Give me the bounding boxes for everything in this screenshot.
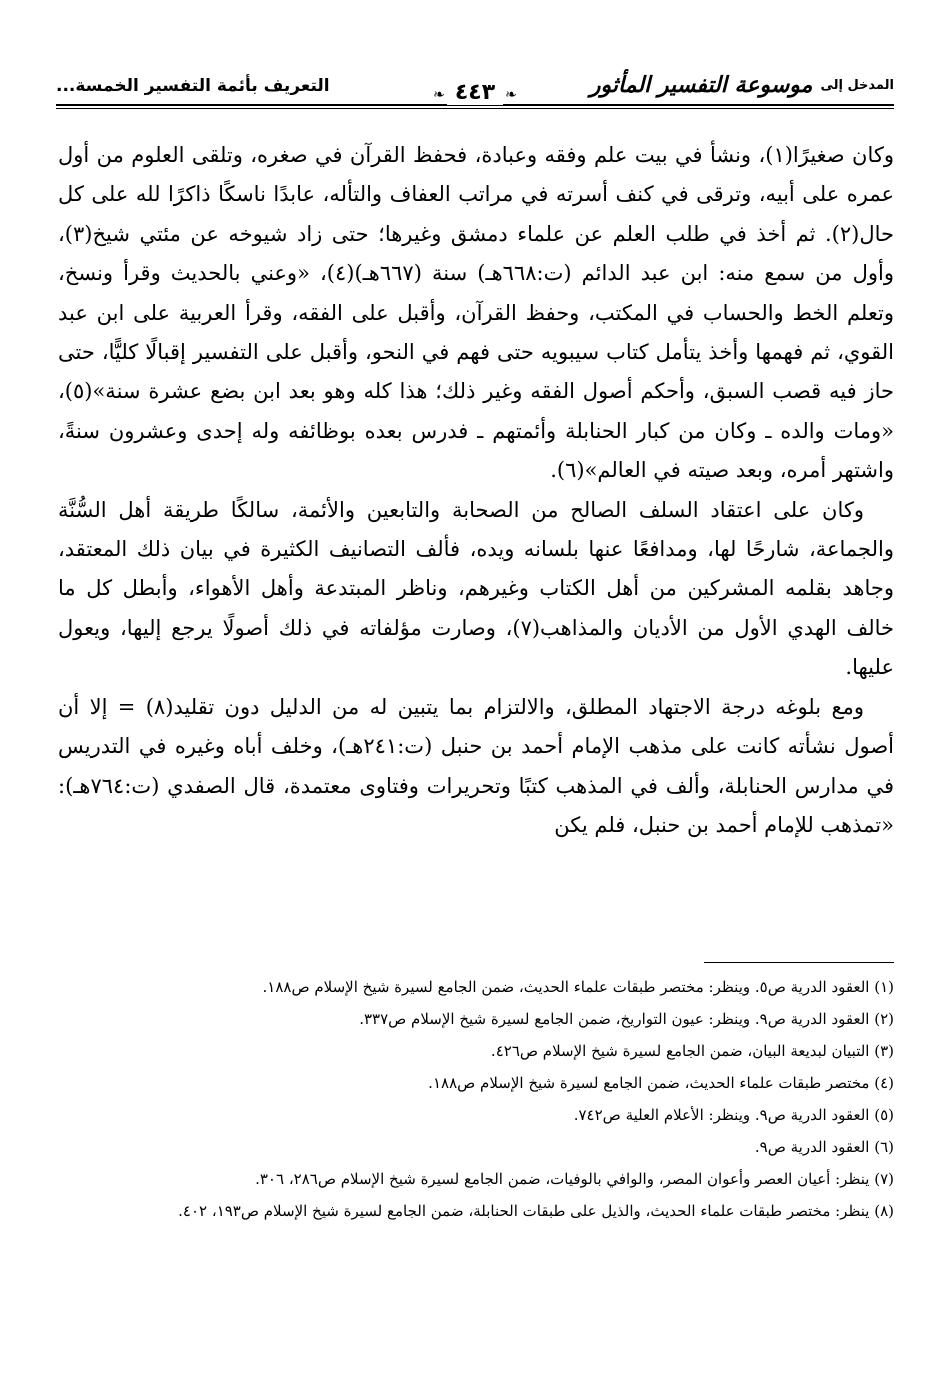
footnotes [58, 972, 894, 1228]
header-rule-thin [56, 108, 894, 109]
paragraph: ومع بلوغه درجة الاجتهاد المطلق، والالتزام بما يتبين له من الدليل دون تقليد(٨) = إلا أن أصول نشأته كانت على مذهب الإمام أحمد بن حنبل (ت:٢٤١هـ)، وخلف أباه وغيره في التدريس في مدارس الحنابلة، وألف في المذهب كتبًا وتحريرات وفتاوى معتمدة، قال الصفدي (ت:٧٦٤هـ): «تمذهب للإمام أحمد بن حنبل، فلم يكن [58, 694, 894, 837]
footnote: (٢) العقود الدرية ص٩. وينظر: عيون التواريخ، ضمن الجامع لسيرة شيخ الإسلام ص٣٣٧. [359, 1010, 894, 1028]
section-title: التعريف بأئمة التفسير الخمسة... [56, 76, 330, 96]
ornament-icon: ❧ [433, 87, 445, 103]
paragraph: وكان على اعتقاد السلف الصالح من الصحابة والتابعين والأئمة، سالكًا طريقة أهل السُّنَّة والجماعة، شارحًا لها، ومدافعًا عنها بلسانه ويده، فألف التصانيف الكثيرة في بيان ذلك المعتقد، وجاهد بقلمه المشركين من أهل الكتاب وغيرهم، وناظر المبتدعة وأهل الأهواء، وأبطل كل ما خالف الهدي الأول من الأديان والمذاهب(٧)، وصارت مؤلفاته في ذلك أصولًا يرجع إليها، ويعول عليها. [58, 497, 894, 680]
footnote: (٤) مختصر طبقات علماء الحديث، ضمن الجامع لسيرة شيخ الإسلام ص١٨٨. [428, 1074, 894, 1092]
series-title: موسوعة التفسير المأثور [589, 72, 813, 98]
footnote: (٨) ينظر: مختصر طبقات علماء الحديث، والذيل على طبقات الحنابلة، ضمن الجامع لسيرة شيخ الإسلام ص١٩٣، ٤٠٢. [178, 1202, 894, 1220]
main-text [58, 136, 894, 845]
ornament-icon: ❧ [505, 87, 517, 103]
running-header [56, 72, 894, 112]
series-title-block [590, 72, 894, 98]
footnote: (٧) ينظر: أعيان العصر وأعوان المصر، والوافي بالوفيات، ضمن الجامع لسيرة شيخ الإسلام ص٢٨٦، ٣٠٦. [255, 1170, 894, 1188]
paragraph: وكان صغيرًا(١)، ونشأ في بيت علم وفقه وعبادة، فحفظ القرآن في صغره، وتلقى العلوم من أول عمره على أبيه، وترقى في كنف أسرته في مراتب العفاف والتأله، عابدًا ناسكًا ذاكرًا لله على كل حال(٢). ثم أخذ في طلب العلم عن علماء دمشق وغيرها؛ حتى زاد شيوخه عن مئتي شيخ(٣)، وأول من سمع منه: ابن عبد الدائم (ت:٦٦٨هـ) سنة (٦٦٧هـ)(٤)، «وعني بالحديث وقرأ ونسخ، وتعلم الخط والحساب في المكتب، وحفظ القرآن، وأقبل على الفقه، وقرأ العربية على ابن عبد القوي، ثم فهمها وأخذ يتأمل كتاب سيبويه حتى فهم في النحو، وأقبل على التفسير إقبالًا كليًّا، حتى حاز فيه قصب السبق، وأحكم أصول الفقه وغير ذلك؛ هذا كله وهو بعد ابن بضع عشرة سنة»(٥)، «ومات والده ـ وكان من كبار الحنابلة وأئمتهم ـ فدرس بعده بوظائفه وله إحدى وعشرون سنةً، واشتهر أمره، وبعد صيته في العالم»(٦). [58, 143, 894, 483]
footnote: (٦) العقود الدرية ص٩. [754, 1138, 894, 1156]
footnote-separator [704, 962, 894, 963]
page-number: ٤٤٣ [447, 80, 503, 105]
footnote: (٣) التبيان لبديعة البيان، ضمن الجامع لسيرة شيخ الإسلام ص٤٢٦. [490, 1042, 894, 1060]
footnote: (٥) العقود الدرية ص٩. وينظر: الأعلام العلية ص٧٤٢. [573, 1106, 894, 1124]
header-rule [56, 104, 894, 106]
footnote: (١) العقود الدرية ص٥. وينظر: مختصر طبقات علماء الحديث، ضمن الجامع لسيرة شيخ الإسلام ص١٨٨. [262, 978, 894, 996]
series-prefix: المدخل إلى [820, 77, 894, 93]
